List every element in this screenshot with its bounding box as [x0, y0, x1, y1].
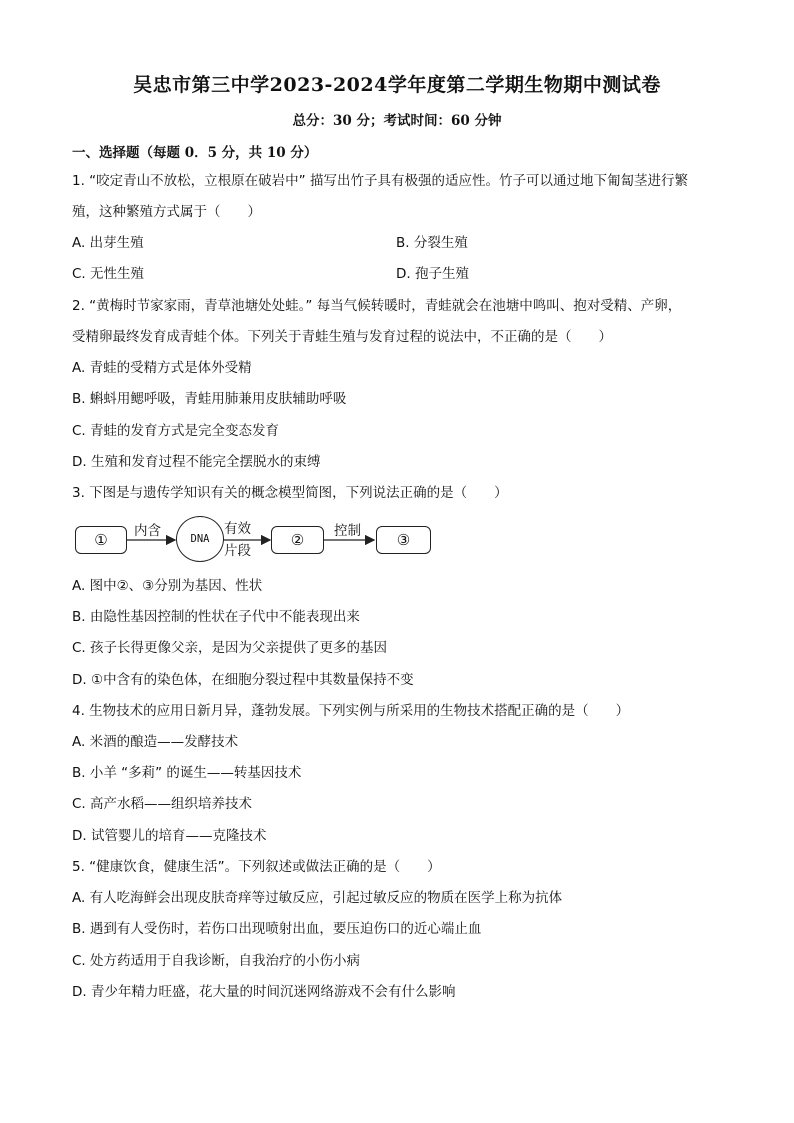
concept-box-1: ①: [75, 526, 127, 554]
q2-stem-line1: 2. “黄梅时节家家雨，青草池塘处处蛙。” 每当气候转暖时，青蛙就会在池塘中鸣叫、抱对受精、产卵，: [72, 298, 682, 314]
exam-subtitle: 总分：30 分；考试时间：60 分钟: [292, 113, 502, 129]
q3-option-b[interactable]: B. 由隐性基因控制的性状在子代中不能表现出来: [72, 609, 360, 625]
q1-option-a[interactable]: A. 出芽生殖: [72, 235, 144, 251]
q5-stem: 5. “健康饮食，健康生活”。下列叙述或做法正确的是（ ）: [72, 859, 441, 875]
dna-ellipse: DNA: [176, 516, 224, 562]
q1-stem-line2: 殖，这种繁殖方式属于（ ）: [72, 204, 261, 220]
q5-option-a[interactable]: A. 有人吃海鲜会出现皮肤奇痒等过敏反应，引起过敏反应的物质在医学上称为抗体: [72, 890, 563, 906]
q5-option-d[interactable]: D. 青少年精力旺盛，花大量的时间沉迷网络游戏不会有什么影响: [72, 984, 456, 1000]
q3-option-a[interactable]: A. 图中②、③分别为基因、性状: [72, 578, 263, 594]
label-segment: 片段: [224, 543, 251, 559]
q4-option-b[interactable]: B. 小羊 “多莉” 的诞生——转基因技术: [72, 765, 302, 781]
q1-stem-line1: 1. “咬定青山不放松，立根原在破岩中” 描写出竹子具有极强的适应性。竹子可以通过地下匍匐茎进行繁: [72, 173, 688, 189]
q1-option-b[interactable]: B. 分裂生殖: [396, 235, 468, 251]
q2-stem-line2: 受精卵最终发育成青蛙个体。下列关于青蛙生殖与发育过程的说法中，不正确的是（ ）: [72, 329, 612, 345]
concept-box-2: ②: [271, 526, 324, 554]
exam-title: 吴忠市第三中学2023-2024学年度第二学期生物期中测试卷: [133, 74, 661, 96]
label-contains: 内含: [134, 523, 161, 539]
q4-stem: 4. 生物技术的应用日新月异，蓬勃发展。下列实例与所采用的生物技术搭配正确的是（ ）: [72, 703, 630, 719]
q2-option-c[interactable]: C. 青蛙的发育方式是完全变态发育: [72, 423, 280, 439]
label-effective: 有效: [224, 521, 251, 537]
q5-option-c[interactable]: C. 处方药适用于自我诊断，自我治疗的小伤小病: [72, 953, 361, 969]
q3-stem: 3. 下图是与遗传学知识有关的概念模型简图，下列说法正确的是（ ）: [72, 485, 508, 501]
q3-option-d[interactable]: D. ①中含有的染色体，在细胞分裂过程中其数量保持不变: [72, 672, 414, 688]
q1-option-d[interactable]: D. 孢子生殖: [396, 266, 469, 282]
section-heading: 一、选择题（每题 0．5 分，共 10 分）: [72, 145, 318, 161]
q1-option-c[interactable]: C. 无性生殖: [72, 266, 145, 282]
q3-option-c[interactable]: C. 孩子长得更像父亲，是因为父亲提供了更多的基因: [72, 640, 388, 656]
q4-option-d[interactable]: D. 试管婴儿的培育——克隆技术: [72, 828, 267, 844]
q4-option-c[interactable]: C. 高产水稻——组织培养技术: [72, 796, 253, 812]
q5-option-b[interactable]: B. 遇到有人受伤时，若伤口出现喷射出血，要压迫伤口的近心端止血: [72, 921, 482, 937]
q2-option-b[interactable]: B. 蝌蚪用鳃呼吸，青蛙用肺兼用皮肤辅助呼吸: [72, 391, 347, 407]
q4-option-a[interactable]: A. 米酒的酿造——发酵技术: [72, 734, 239, 750]
q2-option-a[interactable]: A. 青蛙的受精方式是体外受精: [72, 360, 252, 376]
q2-option-d[interactable]: D. 生殖和发育过程不能完全摆脱水的束缚: [72, 454, 321, 470]
concept-box-3: ③: [376, 526, 431, 554]
concept-model-diagram: [72, 514, 442, 562]
label-control: 控制: [334, 523, 361, 539]
